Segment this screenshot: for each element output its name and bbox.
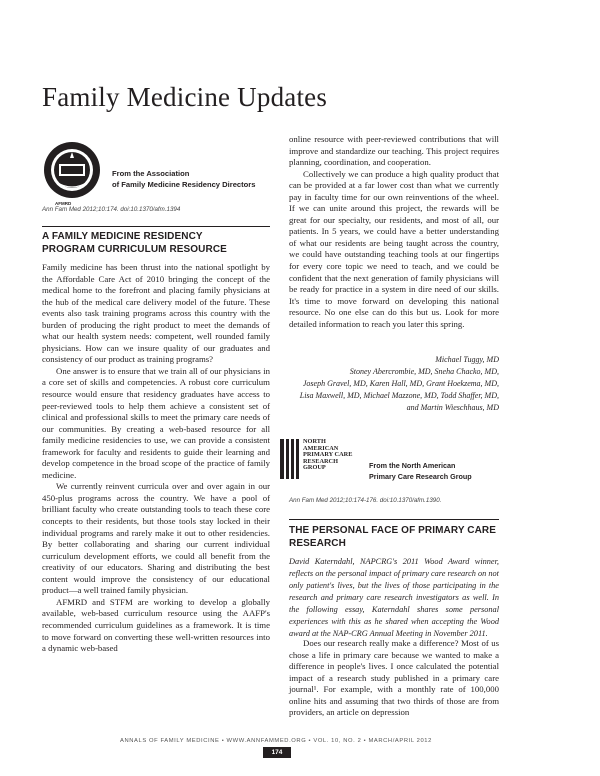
afmrd-citation: Ann Fam Med 2012;10:174. doi:10.1370/afm.1394 [42,206,181,213]
article1-paragraph: We currently reinvent curricula over and over again in our 450-plus programs across the country. We have a pool of brilliant faculty who create outstanding tools to teach these core concepts to their residents, but those tools stay locked in their individual programs and rarely make it out to other residencies. By better collaborating and sharing our current individual curriculum development efforts, we could all benefit from the creativity of our educators. Sharing and distributing the best content would improve the consistency of our educational product—a well trained family physician. [42,481,270,596]
article2-paragraph: Does our research really make a difference? Most of us chose a life in primary care because we wanted to make a difference in people's lives. I once calculated the potential impact of a research study published in a primary care journal¹. For example, with a monthly rate of 100,000 online hits and assuming that two thirds of those are from providers, an article on depression [289,638,499,718]
article2-heading-line1: THE PERSONAL FACE OF PRIMARY CARE [289,525,497,536]
napcrg-logo-text: AMERICAN [303,444,339,452]
napcrg-logo-text: GROUP [303,464,326,472]
article1-heading-line1: A FAMILY MEDICINE RESIDENCY [42,231,203,242]
napcrg-logo-text: PRIMARY CARE [303,451,353,459]
article1-heading [42,231,282,256]
article2-heading [289,525,504,550]
afmrd-from-line1: From the Association [112,169,190,178]
article1-authors [289,354,499,414]
author-line: Lisa Maxwell, MD, Michael Mazzone, MD, Todd Shaffer, MD, [299,391,499,400]
afmrd-seal-label: AFMRD [55,201,72,206]
page-title: Family Medicine Updates [42,82,328,112]
page-number: 174 [263,747,291,758]
napcrg-citation: Ann Fam Med 2012;10:174-176. doi:10.1370/afm.1390. [289,497,442,504]
article1-right-column [289,134,499,330]
afmrd-from-line2: of Family Medicine Residency Directors [112,180,256,189]
author-line: Joseph Gravel, MD, Karen Hall, MD, Grant Hoekzema, MD, [302,379,499,388]
article2-heading-rule [289,519,499,520]
article1-paragraph: online resource with peer-reviewed contributions that will improve and standardize our teaching. This project requires planning, coordination, and cooperation. [289,134,499,168]
article1-paragraph: AFMRD and STFM are working to develop a globally available, web-based curriculum resource using the AAFP's recommended curriculum guidelines as a framework. It is time to move forward on converting these well-written resources into a dynamic web-based [42,596,270,654]
author-line: and Martin Wieschhaus, MD [406,403,499,412]
journal-footer: ANNALS OF FAMILY MEDICINE • WWW.ANNFAMMED.ORG • VOL. 10, NO. 2 • MARCH/APRIL 2012 [120,738,432,744]
napcrg-logo-text: RESEARCH [303,457,338,465]
article1-left-column [42,262,270,655]
article1-paragraph: Collectively we can produce a high quality product that can be provided at a far lower cost than what we currently pay in faculty time for our own reinventions of the wheel. If we can unite around this project, the rewards will be great for our specialty, our residents, and most of all, our patients. In 5 years, we could have a better understanding of what our residents are being taught across the country, we could have outstanding teaching tools at our fingertips for every core topic we need to teach, and we could be confident that the next generation of family physicians will be ready for practice in a system in dire need of our skills. It's time to move forward on developing this national resource. No one else can do this but us. Look for more detailed information to reach you later this spring. [289,168,499,329]
article1-heading-rule [42,226,270,227]
afmrd-from-label [112,168,255,190]
article2-heading-line2: RESEARCH [289,537,346,549]
author-line: Michael Tuggy, MD [435,355,499,364]
napcrg-from-line1: From the North American [369,461,456,470]
article1-heading-line2: PROGRAM CURRICULUM RESOURCE [42,243,227,255]
napcrg-from-line2: Primary Care Research Group [369,471,472,481]
napcrg-logo [280,439,362,483]
author-line: Stoney Abercrombie, MD, Sneha Chacko, MD, [349,367,499,376]
napcrg-from-label [369,461,472,482]
afmrd-seal-logo [42,140,102,200]
article1-paragraph: Family medicine has been thrust into the national spotlight by the Affordable Care Act of 2010 bringing the concept of the medical home to the forefront and placing family physicians at the hub of the medical care delivery model of the future. These events also task training programs across this country with the burden of producing the right product to meet the demands of what our health system needs: competent, well rounded family physicians. How can we insure quality of our graduates and consistency of our product as training programs? [42,262,270,365]
article2-intro: David Katerndahl, NAPCRG's 2011 Wood Award winner, reflects on the personal impact of primary care research on not only patient's lives, but the lives of those participating in the research and primary care research investigators as well. In the following essay, Katerndahl shares some personal experiences with this as he shared when accepting the Wood award at the NAP-CRG Annual Meeting in November 2011. [289,557,499,638]
article1-paragraph: One answer is to ensure that we train all of our physicians in a core set of skills and competencies. A robust core curriculum resource would ensure that residency graduates have access to peer-reviewed tools to help them achieve a consistent set of clinical and professional skills to meet the primary care needs of our communities. By creating a web-based resource for all family medicine residencies to use, we can provide a consistent framework for faculty and residents to guide their learning and develop competence in the broad scope of the practice of family medicine. [42,365,270,480]
napcrg-logo-text: NORTH [303,438,326,445]
article2-body [289,638,499,719]
